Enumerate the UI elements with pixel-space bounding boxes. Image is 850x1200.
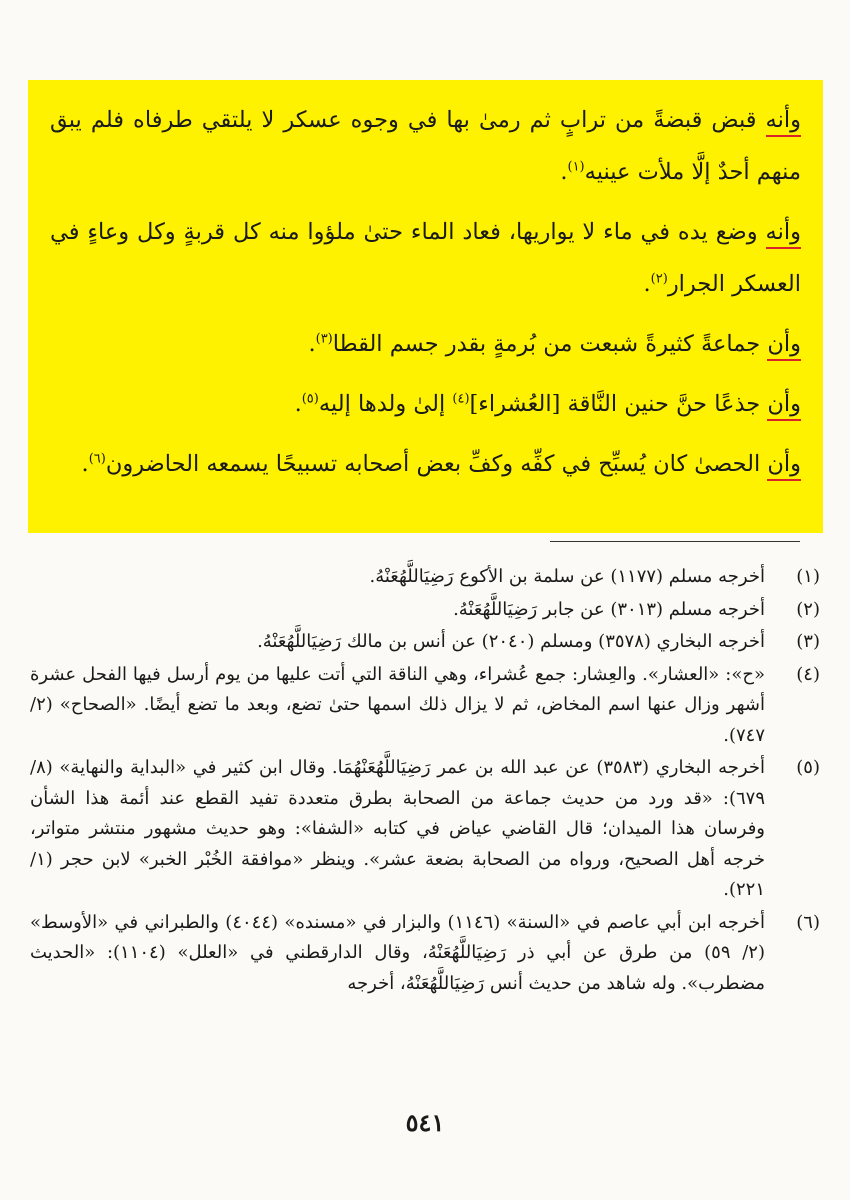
- lead-word: وأن: [767, 331, 801, 361]
- footnote-6: [30, 908, 820, 1000]
- footnote-number: (٢): [796, 598, 820, 620]
- period: .: [560, 159, 568, 185]
- paragraph-text: الحصىٰ كان يُسبِّح في كفِّه وكفِّ بعض أصحابه تسبيحًا يسمعه الحاضرون: [105, 451, 768, 477]
- lead-word: وأنه: [766, 219, 801, 249]
- footnote-number: (٦): [796, 911, 820, 933]
- main-paragraph-2: [50, 206, 801, 310]
- footnote-4: [30, 660, 820, 752]
- footnote-5: [30, 753, 820, 906]
- footnotes-section: [30, 562, 820, 1001]
- footnote-1: [30, 562, 820, 593]
- footnote-ref[interactable]: (١): [567, 159, 585, 175]
- paragraph-text: جذعًا حنَّ حنين النَّاقة [العُشراء]: [469, 391, 768, 417]
- paragraph-text-continued: إلىٰ ولدها إليه: [318, 391, 453, 417]
- highlighted-passage: [28, 80, 823, 533]
- period: .: [81, 451, 89, 477]
- footnote-3: [30, 627, 820, 658]
- main-paragraph-1: [50, 94, 801, 198]
- footnote-ref[interactable]: (٥): [301, 391, 319, 407]
- paragraph-text: قبض قبضةً من ترابٍ ثم رمىٰ بها في وجوه عسكر لا يلتقي طرفاه فلم يبق منهم أحدٌ إلَّا ملأت عينيه: [50, 107, 801, 185]
- paragraph-text: جماعةً كثيرةً شبعت من بُرمةٍ بقدر جسم القطا: [332, 331, 768, 357]
- footnote-text: أخرجه ابن أبي عاصم في «السنة» (١١٤٦) والبزار في «مسنده» (٤٠٤٤) والطبراني في «الأوسط» (٢/ ٥٩) من طرق عن أبي ذر رَضِيَاللَّهُعَنْهُ، وقال الدارقطني في «العلل» (١١٠٤): «الحديث مضطرب». وله شاهد من حديث أنس رَضِيَاللَّهُعَنْهُ، أخرجه: [30, 911, 765, 994]
- footnote-number: (٤): [796, 663, 820, 685]
- page-number: ٥٤١: [405, 1108, 445, 1137]
- period: .: [308, 331, 316, 357]
- footnote-number: (١): [796, 566, 820, 587]
- footnote-number: (٣): [796, 631, 820, 652]
- footnote-text: أخرجه البخاري (٣٥٨٣) عن عبد الله بن عمر رَضِيَاللَّهُعَنْهُمَا. وقال ابن كثير في «البداية والنهاية» (٨/ ٦٧٩): «قد ورد من حديث جماعة من الصحابة بطرق متعددة تفيد القطع عند أئمة هذا الشأن وفرسان هذا الميدان؛ قال القاضي عياض في كتابه «الشفا»: وهو حديث مشهور منتشر متواتر، خرجه أهل الصحيح، ورواه من الصحابة بضعة عشر». وينظر «موافقة الخُبْر الخبر» لابن حجر (١/ ٢٢١).: [30, 757, 765, 900]
- period: .: [294, 391, 302, 417]
- footnote-text: أخرجه البخاري (٣٥٧٨) ومسلم (٢٠٤٠) عن أنس بن مالك رَضِيَاللَّهُعَنْهُ.: [257, 631, 765, 652]
- footnote-ref[interactable]: (٤): [452, 391, 470, 407]
- footnote-ref[interactable]: (٢): [650, 271, 668, 287]
- footnote-2: [30, 595, 820, 626]
- main-paragraph-4: [50, 378, 801, 430]
- period: .: [643, 271, 651, 297]
- lead-word: وأن: [767, 391, 801, 421]
- footnote-text: «ح»: «العشار». والعِشار: جمع عُشراء، وهي الناقة التي أتت عليها من يوم أرسل فيها الفحل عشرة أشهر وزال عنها اسم المخاض، ثم لا يزال ذلك اسمها حتىٰ تضع، وبعد ما تضع أيضًا. «الصحاح» (٢/ ٧٤٧).: [30, 663, 765, 746]
- footnote-ref[interactable]: (٣): [315, 331, 333, 347]
- footnote-text: أخرجه مسلم (١١٧٧) عن سلمة بن الأكوع رَضِيَاللَّهُعَنْهُ.: [369, 566, 765, 587]
- main-paragraph-3: [50, 318, 801, 370]
- lead-word: وأن: [767, 451, 801, 481]
- footnote-text: أخرجه مسلم (٣٠١٣) عن جابر رَضِيَاللَّهُعَنْهُ.: [453, 598, 765, 620]
- footnote-ref[interactable]: (٦): [88, 451, 106, 467]
- main-paragraph-5: [50, 438, 801, 490]
- footnote-number: (٥): [796, 757, 820, 778]
- footnote-separator: [550, 541, 800, 542]
- paragraph-text: وضع يده في ماء لا يواريها، فعاد الماء حتىٰ ملؤوا منه كل قربةٍ وكل وعاءٍ في العسكر الجرار: [50, 219, 801, 297]
- lead-word: وأنه: [766, 107, 801, 137]
